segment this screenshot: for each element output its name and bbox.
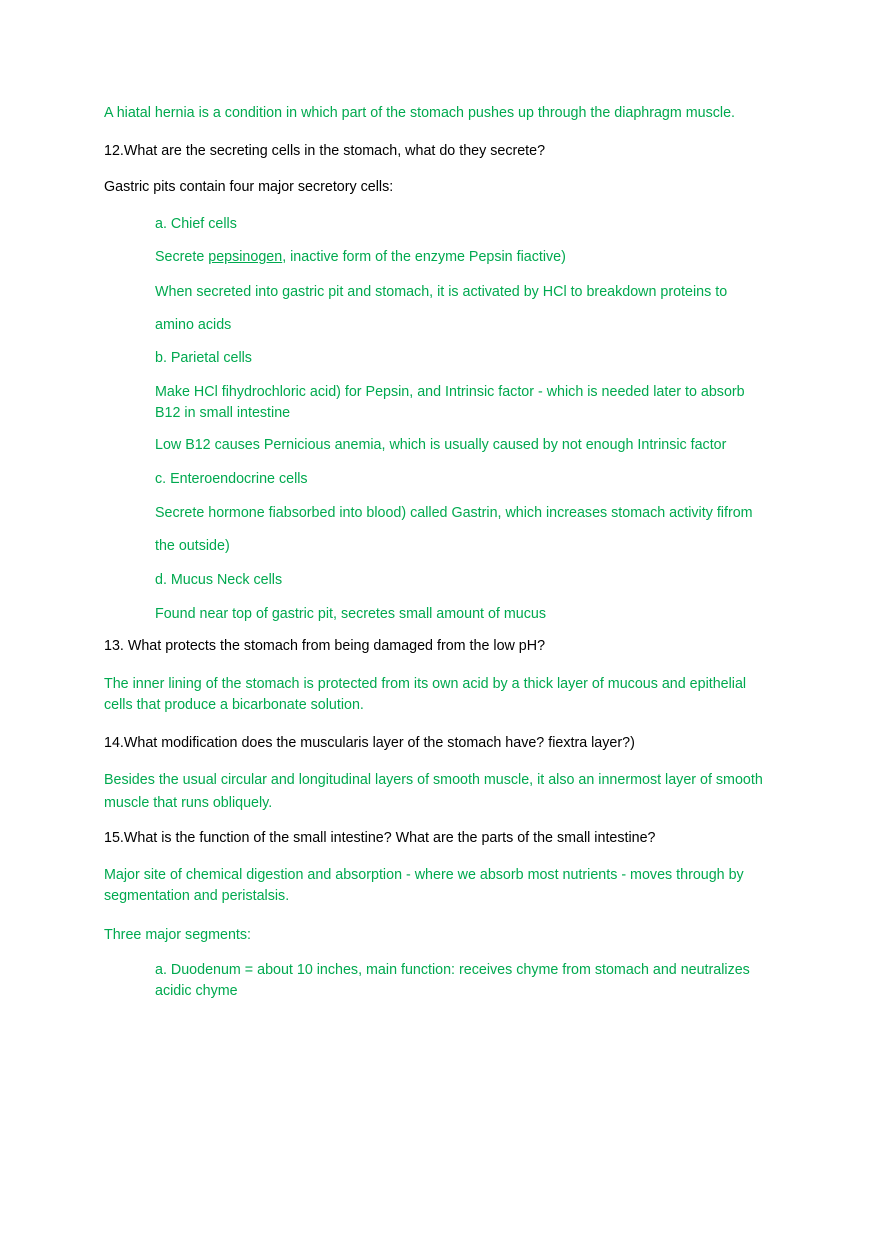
enteroendocrine-line2: the outside) bbox=[155, 538, 230, 554]
question-15: 15.What is the function of the small intestine? What are the parts of the small intestine? bbox=[104, 830, 656, 846]
pepsinogen-term: pepsinogen bbox=[208, 249, 283, 265]
enteroendocrine-cells-title: c. Enteroendocrine cells bbox=[155, 471, 308, 487]
q14-answer: Besides the usual circular and longitudinal layers of smooth muscle, it also an innermost layer of smooth muscle that runs obliquely. bbox=[104, 772, 763, 811]
parietal-cells-title: b. Parietal cells bbox=[155, 350, 252, 366]
enteroendocrine-line1: Secrete hormone fiabsorbed into blood) called Gastrin, which increases stomach activity fifrom bbox=[155, 505, 753, 521]
chief-activation-line1: When secreted into gastric pit and stomach, it is activated by HCl to breakdown proteins to bbox=[155, 284, 728, 300]
question-14: 14.What modification does the muscularis layer of the stomach have? fiextra layer?) bbox=[104, 735, 635, 751]
hiatal-hernia-answer: A hiatal hernia is a condition in which part of the stomach pushes up through the diaphragm muscle. bbox=[104, 105, 736, 121]
chief-activation-line2: amino acids bbox=[155, 317, 232, 333]
parietal-hcl-desc: Make HCl fihydrochloric acid) for Pepsin, and Intrinsic factor - which is needed later to absorb B12 in small intestine bbox=[155, 384, 745, 421]
question-13: 13. What protects the stomach from being damaged from the low pH? bbox=[104, 638, 546, 654]
question-12: 12.What are the secreting cells in the stomach, what do they secrete? bbox=[104, 143, 546, 159]
chief-cells-secrete bbox=[155, 247, 566, 268]
chief-cells-title: a. Chief cells bbox=[155, 216, 237, 232]
q15-answer: Major site of chemical digestion and absorption - where we absorb most nutrients - moves through by segmentation and peristalsis. bbox=[104, 867, 744, 904]
q12-lead: Gastric pits contain four major secretory cells: bbox=[104, 179, 394, 195]
q15-segments-lead: Three major segments: bbox=[104, 927, 251, 943]
q13-answer: The inner lining of the stomach is protected from its own acid by a thick layer of mucous and epithelial cells that produce a bicarbonate solution. bbox=[104, 676, 747, 713]
chief-secrete-prefix: Secrete bbox=[155, 249, 209, 265]
mucus-neck-cells-title: d. Mucus Neck cells bbox=[155, 572, 283, 588]
chief-secrete-suffix: , inactive form of the enzyme Pepsin fiactive) bbox=[282, 249, 566, 265]
mucus-neck-desc: Found near top of gastric pit, secretes small amount of mucus bbox=[155, 606, 546, 622]
parietal-b12-note: Low B12 causes Pernicious anemia, which is usually caused by not enough Intrinsic factor bbox=[155, 437, 727, 453]
duodenum-desc: a. Duodenum = about 10 inches, main function: receives chyme from stomach and neutralizes acidic chyme bbox=[155, 962, 750, 999]
